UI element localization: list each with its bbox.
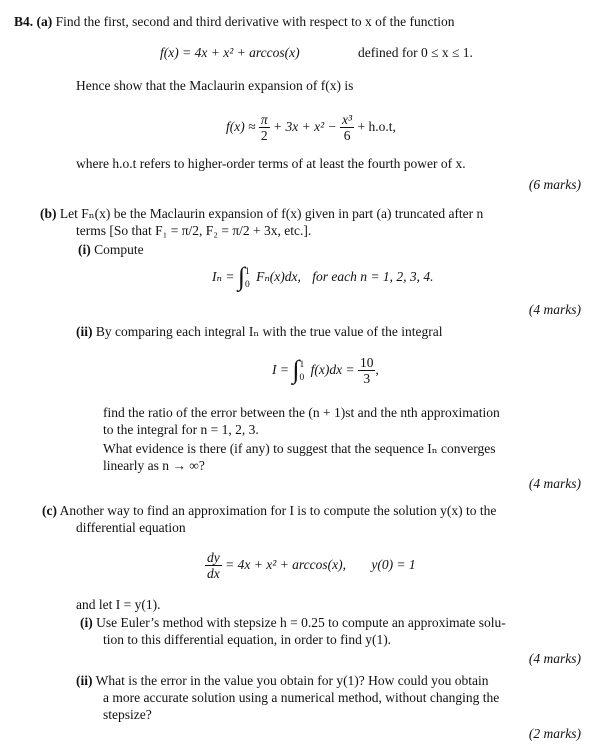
hot-definition: where h.o.t refers to higher-order terms of at least the fourth power of x. [76,156,466,171]
part-a-marks: (6 marks) [528,177,581,192]
upper-limit-2: 1 [299,359,305,370]
part-b-ii-label: (ii) [76,324,93,339]
lower-limit-2: 0 [299,372,305,383]
expansion-terms: + 3x + x² − [273,119,337,134]
I-lhs: I = [272,362,289,377]
integral-limits-2 [299,359,304,385]
evidence-line2: linearly as n → ∞? [103,458,205,473]
let-I-line: and let I = y(1). [76,597,161,612]
dy-numerator: dy [207,550,220,566]
part-b-ii-text: By comparing each integral Iₙ with the true value of the integral [95,324,443,339]
maclaurin-expansion [226,112,396,143]
part-b-i-label: (i) [78,242,91,257]
six-denominator: 6 [343,128,351,144]
for-each-n: for each n = 1, 2, 3, 4. [312,269,434,284]
In-lhs: Iₙ = [212,269,235,284]
part-c-ii-line1 [76,673,489,689]
function-formula: f(x) = 4x + x² + arccos(x) [160,45,300,60]
part-c-ii-text1: What is the error in the value you obtain for y(1)? How could you obtain [95,673,489,688]
x-cubed-numerator: x³ [342,112,353,128]
hence-text: Hence show that the Maclaurin expansion of f(x) is [76,78,354,93]
part-a-label: (a) [36,14,53,29]
dx-denominator: dx [207,566,220,582]
ode-rhs: = 4x + x² + arccos(x), [225,557,346,572]
dy-dx-fraction [205,550,222,581]
part-c-ii-line2: a more accurate solution using a numerical method, without changing the [103,690,500,705]
three-denominator: 3 [363,371,371,387]
ten-thirds-fraction [358,355,379,387]
In-integrand: Fₙ(x)dx, [256,269,301,284]
part-b-label: (b) [40,206,57,221]
part-b-i-text: Compute [94,242,144,257]
part-c-line1 [42,503,496,519]
part-b-line2: terms [So that F₁ = π/2, F₂ = π/2 + 3x, etc.]. [76,223,312,238]
ratio-line1: find the ratio of the error between the (n + 1)st and the nth approximation [103,405,500,420]
part-b-text1: Let Fₙ(x) be the Maclaurin expansion of f(x) given in part (a) truncated after n [59,206,484,221]
part-c-label: (c) [42,503,57,518]
part-a-intro: Find the first, second and third derivative with respect to x of the function [55,14,455,29]
ten-numerator: 10 [359,355,374,371]
x-cubed-over-six-fraction [340,112,354,143]
part-c-ii-line3: stepsize? [103,707,152,722]
expansion-lhs: f(x) ≈ [226,119,256,134]
I-integrand: f(x)dx = [310,362,355,377]
part-c-line2: differential equation [76,520,186,535]
pi-over-two-fraction [259,112,270,143]
function-definition [160,45,300,61]
differential-equation [205,550,416,581]
initial-condition: y(0) = 1 [371,557,416,572]
hot-term: + h.o.t, [357,119,396,134]
part-c-i-line2: tion to this differential equation, in order to find y(1). [103,632,392,647]
part-b-line1 [40,206,483,222]
In-integral [212,262,434,293]
part-b-i-heading [78,242,144,258]
part-c-ii-marks: (2 marks) [528,726,581,741]
part-b-ii-heading [76,324,442,340]
question-header [14,14,455,30]
lower-limit: 0 [244,279,250,290]
trailing-comma: , [375,362,379,377]
pi-numerator: π [260,112,268,128]
part-b-ii-marks: (4 marks) [528,476,581,491]
integral-sign-2: ∫ [292,354,300,384]
true-integral [272,355,379,386]
part-b-i-marks: (4 marks) [528,302,581,317]
part-c-i-line1 [80,615,506,631]
integral-limits [245,266,250,292]
part-c-i-marks: (4 marks) [528,651,581,666]
question-number: B4. [14,14,34,29]
function-domain: defined for 0 ≤ x ≤ 1. [358,45,473,60]
two-denominator: 2 [260,128,268,144]
part-c-ii-label: (ii) [76,673,93,688]
evidence-line1: What evidence is there (if any) to suggest that the sequence Iₙ converges [103,441,496,456]
upper-limit: 1 [244,266,250,277]
part-c-text1: Another way to find an approximation for I is to compute the solution y(x) to the [59,503,497,518]
part-c-i-label: (i) [80,615,93,630]
part-c-i-text1: Use Euler’s method with stepsize h = 0.25 to compute an approximate solu- [96,615,506,630]
integral-sign: ∫ [237,261,245,291]
ratio-line2: to the integral for n = 1, 2, 3. [103,422,259,437]
